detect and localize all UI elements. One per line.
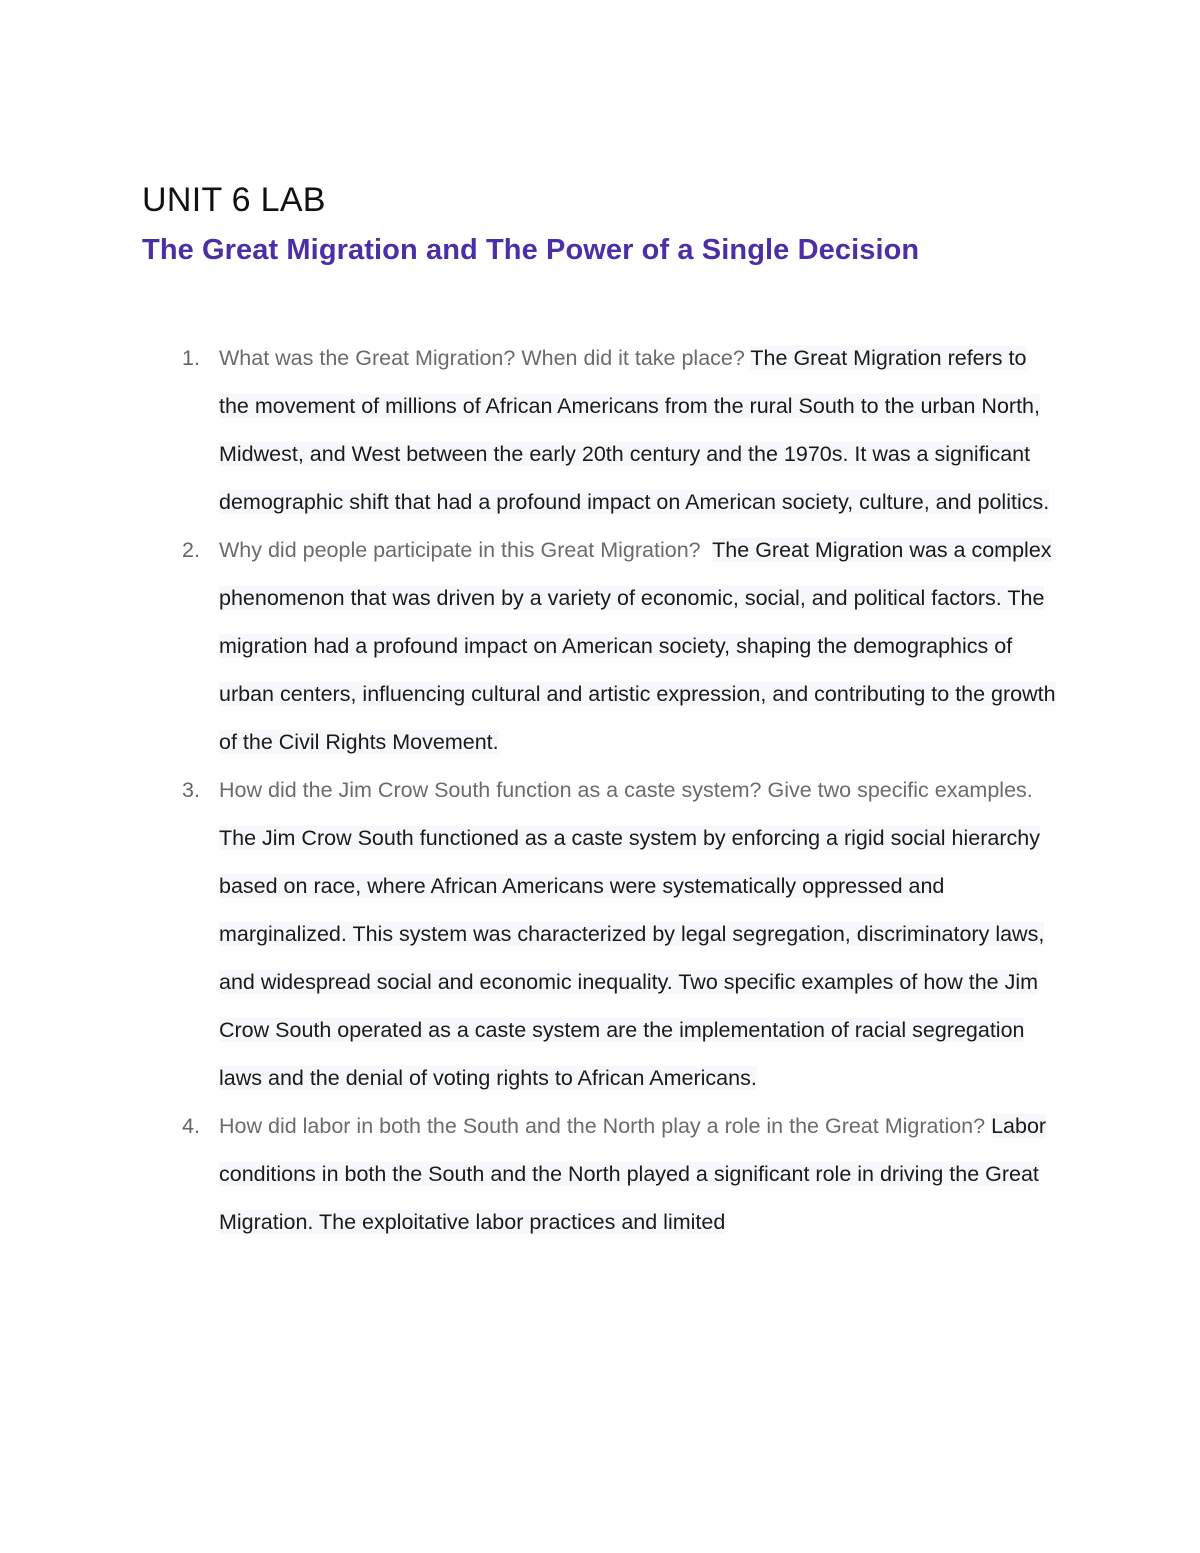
question-text: How did the Jim Crow South function as a caste system? Give two specific examples. bbox=[219, 778, 1033, 802]
unit-title: UNIT 6 LAB bbox=[142, 181, 326, 219]
question-text: How did labor in both the South and the North play a role in the Great Migration? bbox=[219, 1114, 986, 1138]
item-number: 2. bbox=[182, 538, 200, 562]
answer-text: The Jim Crow South functioned as a caste system by enforcing a rigid social hierarchy based on race, where African Americans were systematically oppressed and marginalized. This system was characterized by legal segregation, discriminatory laws, and widespread social and economic inequality. Two specific examples of how the Jim Crow South operated as a caste system are the implementation of racial segregation laws and the denial of voting rights to African Americans. bbox=[219, 826, 1045, 1090]
question-text: Why did people participate in this Great Migration? bbox=[219, 538, 701, 562]
lab-subtitle: The Great Migration and The Power of a Single Decision bbox=[142, 234, 920, 266]
answer-text: Labor conditions in both the South and the North played a significant role in driving the Great Migration. The exploitative labor practices and limited bbox=[219, 1114, 1047, 1234]
item-number: 4. bbox=[182, 1114, 200, 1138]
answer-text: The Great Migration was a complex phenomenon that was driven by a variety of economic, social, and political factors. The migration had a profound impact on American society, shaping the demographics of urban centers, influencing cultural and artistic expression, and contributing to the growth of the Civil Rights Movement. bbox=[219, 538, 1056, 754]
list-item bbox=[142, 766, 1062, 1102]
answer-text: The Great Migration refers to the movement of millions of African Americans from the rural South to the urban North, Midwest, and West between the early 20th century and the 1970s. It was a significant demographic shift that had a profound impact on American society, culture, and politics. bbox=[219, 346, 1050, 514]
list-item bbox=[142, 334, 1062, 526]
question-text: What was the Great Migration? When did it take place? bbox=[219, 346, 745, 370]
list-item bbox=[142, 1102, 1062, 1246]
question-list bbox=[142, 334, 1062, 1246]
list-item bbox=[142, 526, 1062, 766]
item-number: 1. bbox=[182, 346, 200, 370]
item-number: 3. bbox=[182, 778, 200, 802]
